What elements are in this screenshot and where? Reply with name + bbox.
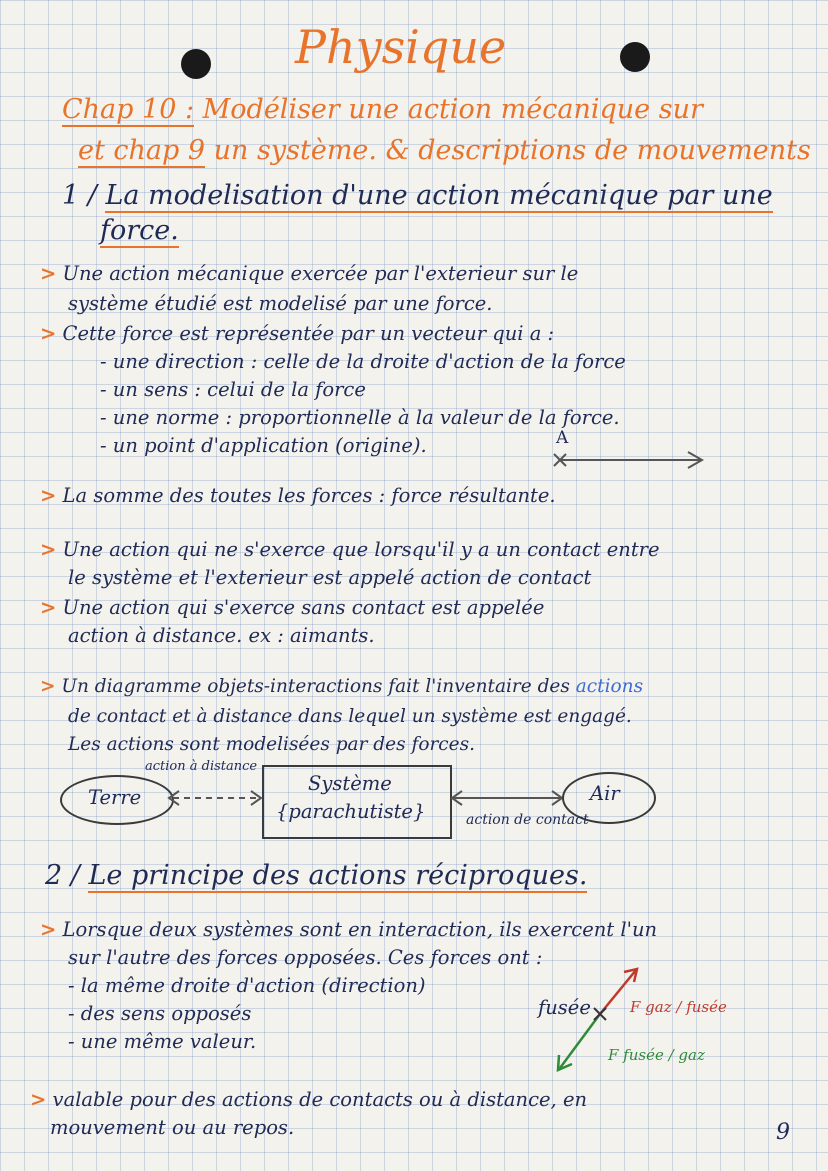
list1-item-1: - une direction : celle de la droite d'action de la force	[100, 350, 626, 373]
p5-line2: action à distance. ex : aimants.	[68, 624, 375, 647]
chapter-label-10: Chap 10 :	[62, 94, 195, 125]
label-action-contact: action de contact	[466, 812, 589, 828]
p6: > Un diagramme objets-interactions fait l'inventaire des actions	[40, 676, 644, 697]
p4-line2: le système et l'exterieur est appelé action de contact	[68, 566, 592, 589]
bullet-arrow-icon: >	[40, 322, 57, 345]
bullet-arrow-icon: >	[30, 1088, 47, 1111]
p5: > Une action qui s'exerce sans contact est appelée	[40, 596, 545, 619]
list2-item-1: - la même droite d'action (direction)	[68, 974, 426, 997]
punch-hole-left	[181, 49, 211, 79]
page-number: 9	[776, 1120, 790, 1145]
section2-title: Le principe des actions réciproques.	[88, 860, 588, 891]
chapter-heading-line2	[78, 135, 811, 166]
arrow-contact-icon	[448, 788, 566, 808]
list2-item-2: - des sens opposés	[68, 1002, 252, 1025]
section1-title-line2: force.	[100, 215, 179, 246]
list1-item-2: - un sens : celui de la force	[100, 378, 366, 401]
node-terre: Terre	[88, 786, 142, 809]
page-title: Physique	[295, 20, 507, 74]
list2-item-3: - une même valeur.	[68, 1030, 257, 1053]
node-systeme-line2: {parachutiste}	[276, 800, 426, 823]
s2-p2: > valable pour des actions de contacts ou à distance, en	[30, 1088, 588, 1111]
label-action-distance: action à distance	[145, 759, 258, 774]
chapter-text-line1: Modéliser une action mécanique sur	[202, 94, 703, 125]
s2-p1-line2: sur l'autre des forces opposées. Ces forces ont :	[68, 946, 543, 969]
bullet-arrow-icon: >	[40, 596, 57, 619]
scribbled-word: actions	[575, 676, 644, 697]
fusee-label: fusée	[538, 996, 591, 1019]
vector-arrow-icon	[550, 448, 710, 472]
list1-item-4: - un point d'application (origine).	[100, 434, 427, 457]
p6-line3: Les actions sont modelisées par des forces.	[68, 734, 475, 755]
bullet-arrow-icon: >	[40, 676, 56, 697]
force-gaz-fusee: F gaz / fusée	[630, 998, 727, 1016]
bullet-arrow-icon: >	[40, 484, 57, 507]
p1: > Une action mécanique exercée par l'exterieur sur le	[40, 262, 579, 285]
p6-line2: de contact et à distance dans lequel un système est engagé.	[68, 706, 632, 727]
p2: > Cette force est représentée par un vecteur qui a :	[40, 322, 555, 345]
bullet-arrow-icon: >	[40, 918, 57, 941]
s2-p1: > Lorsque deux systèmes sont en interaction, ils exercent l'un	[40, 918, 658, 941]
p4: > Une action qui ne s'exerce que lorsqu'il y a un contact entre	[40, 538, 660, 561]
chapter-label-9: et chap 9	[78, 135, 206, 166]
node-air: Air	[590, 782, 620, 805]
p3: > La somme des toutes les forces : force résultante.	[40, 484, 556, 507]
s2-p2-line2: mouvement ou au repos.	[50, 1116, 295, 1139]
chapter-heading-line1	[62, 94, 703, 125]
section2-number: 2 /	[45, 860, 80, 891]
punch-hole-right	[620, 42, 650, 72]
section1-number: 1 /	[62, 180, 97, 211]
section1-title-line1: La modelisation d'une action mécanique par une	[105, 180, 773, 211]
bullet-arrow-icon: >	[40, 262, 57, 285]
bullet-arrow-icon: >	[40, 538, 57, 561]
arrow-distance-icon	[165, 788, 265, 808]
list1-item-3: - une norme : proportionnelle à la valeur de la force.	[100, 406, 620, 429]
node-systeme-line1: Système	[308, 772, 392, 795]
vector-point-label: A	[556, 428, 569, 448]
chapter-text-line2: un système. & descriptions de mouvements	[213, 135, 811, 166]
force-fusee-gaz: F fusée / gaz	[608, 1046, 705, 1064]
p1-line2: système étudié est modelisé par une force.	[68, 292, 493, 315]
section2-heading	[45, 860, 587, 891]
section1-heading	[62, 180, 773, 211]
